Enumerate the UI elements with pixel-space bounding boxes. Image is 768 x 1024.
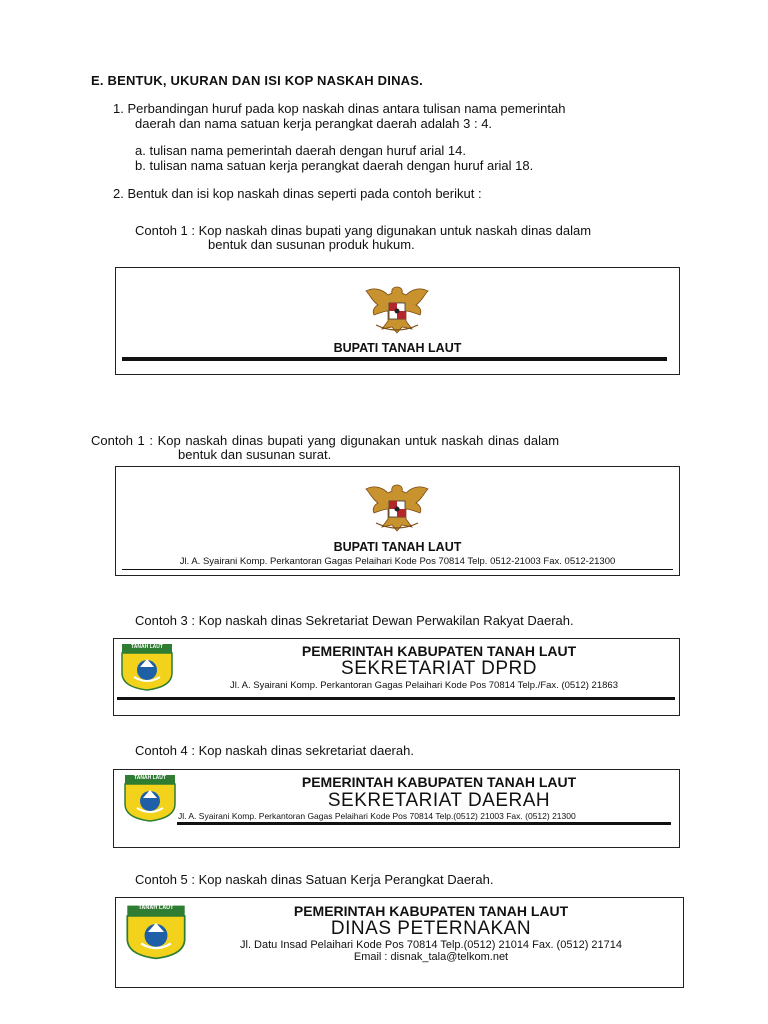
example5-address: Jl. Datu Insad Pelaihari Kode Pos 70814 Telp.(0512) 21014 Fax. (0512) 21714 xyxy=(240,939,622,951)
example3-letterhead xyxy=(113,638,680,716)
item1-a: a. tulisan nama pemerintah daerah dengan huruf arial 14. xyxy=(135,143,466,158)
item1-line2: daerah dan nama satuan kerja perangkat daerah adalah 3 : 4. xyxy=(135,116,493,131)
garuda-emblem-icon xyxy=(362,479,432,535)
example5-email: Email : disnak_tala@telkom.net xyxy=(353,951,509,963)
item1-b: b. tulisan nama satuan kerja perangkat daerah dengan huruf arial 18. xyxy=(135,158,534,173)
example3-caption: Contoh 3 : Kop naskah dinas Sekretariat Dewan Perwakilan Rakyat Daerah. xyxy=(135,613,574,628)
example1-rule xyxy=(122,357,667,361)
tanah-laut-shield-icon xyxy=(123,774,177,822)
example1-caption-line1: Contoh 1 : Kop naskah dinas bupati yang digunakan untuk naskah dinas dalam xyxy=(135,223,592,238)
shield-label: TANAH LAUT xyxy=(131,644,163,650)
example2-address: Jl. A. Syairani Komp. Perkantoran Gagas Pelaihari Kode Pos 70814 Telp. 0512-21003 Fax. 0512-21300 xyxy=(179,556,616,567)
section-title: E. BENTUK, UKURAN DAN ISI KOP NASKAH DINAS. xyxy=(91,73,423,88)
example5-gov: PEMERINTAH KABUPATEN TANAH LAUT xyxy=(293,903,569,919)
example2-caption-line2: bentuk dan susunan surat. xyxy=(178,447,332,462)
shield-label: TANAH LAUT xyxy=(134,775,166,781)
shield-label: TANAH LAUT xyxy=(138,905,174,911)
example3-gov: PEMERINTAH KABUPATEN TANAH LAUT xyxy=(301,643,577,659)
tanah-laut-shield-icon xyxy=(120,643,174,691)
example5-unit: DINAS PETERNAKAN xyxy=(330,918,532,939)
example3-unit: SEKRETARIAT DPRD xyxy=(341,658,537,679)
example4-unit: SEKRETARIAT DAERAH xyxy=(327,790,551,811)
example5-letterhead xyxy=(115,897,684,988)
example3-address: Jl. A. Syairani Komp. Perkantoran Gagas Pelaihari Kode Pos 70814 Telp./Fax. (0512) 21863 xyxy=(230,680,618,691)
example2-title: BUPATI TANAH LAUT xyxy=(333,540,462,554)
example1-letterhead xyxy=(115,267,680,375)
example4-caption: Contoh 4 : Kop naskah dinas sekretariat daerah. xyxy=(135,743,414,758)
item2: 2. Bentuk dan isi kop naskah dinas seperti pada contoh berikut : xyxy=(113,186,482,201)
example2-caption-line1: Contoh 1 : Kop naskah dinas bupati yang digunakan untuk naskah dinas dalam xyxy=(91,433,560,448)
example2-rule xyxy=(122,569,673,570)
tanah-laut-shield-icon xyxy=(125,904,187,960)
example4-gov: PEMERINTAH KABUPATEN TANAH LAUT xyxy=(301,774,577,790)
example5-caption: Contoh 5 : Kop naskah dinas Satuan Kerja Perangkat Daerah. xyxy=(135,872,494,887)
example2-letterhead xyxy=(115,466,680,576)
example4-rule xyxy=(177,822,671,825)
item1-line1: 1. Perbandingan huruf pada kop naskah dinas antara tulisan nama pemerintah xyxy=(113,101,566,116)
example1-title: BUPATI TANAH LAUT xyxy=(333,341,462,355)
example4-address: Jl. A. Syairani Komp. Perkantoran Gagas Pelaihari Kode Pos 70814 Telp.(0512) 21003 Fax. (0512) 21300 xyxy=(178,811,576,821)
example1-caption-line2: bentuk dan susunan produk hukum. xyxy=(208,237,415,252)
garuda-emblem-icon xyxy=(362,281,432,337)
example3-rule xyxy=(117,697,675,700)
example4-letterhead xyxy=(113,769,680,848)
